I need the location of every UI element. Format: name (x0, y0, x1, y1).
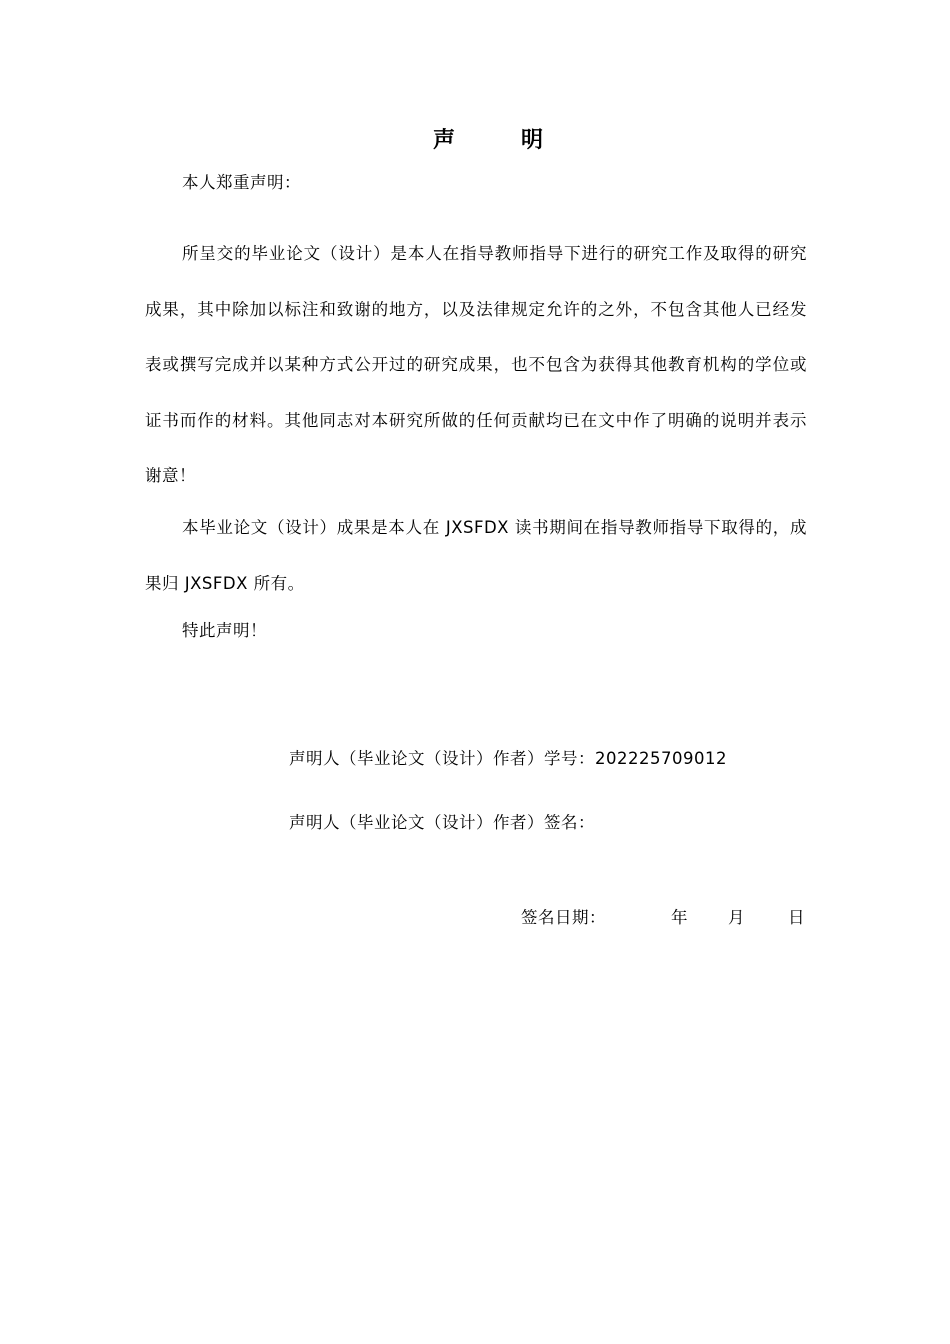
signature-name-line: 声明人（毕业论文（设计）作者）签名： (289, 813, 595, 832)
day-label: 日 (788, 908, 805, 927)
page-title (0, 124, 950, 156)
date-label: 签名日期： (521, 908, 606, 927)
student-id-line: 声明人（毕业论文（设计）作者）学号：202225709012 (289, 749, 727, 768)
salutation: 本人郑重声明： (182, 173, 301, 192)
signature-date-line (521, 903, 805, 933)
year-label: 年 (671, 908, 688, 927)
declaration-paragraph-2: 本毕业论文（设计）成果是本人在 JXSFDX 读书期间在指导教师指导下取得的，成果归 JXSFDX 所有。 (145, 518, 807, 593)
title-char-1: 声 (432, 127, 455, 153)
declaration-paragraph-1: 所呈交的毕业论文（设计）是本人在指导教师指导下进行的研究工作及取得的研究成果，其中除加以标注和致谢的地方，以及法律规定允许的之外，不包含其他人已经发表或撰写完成并以某种方式公开过的研究成果，也不包含为获得其他教育机构的学位或证书而作的材料。其他同志对本研究所做的任何贡献均已在文中作了明确的说明并表示谢意！ (145, 244, 807, 485)
closing-statement: 特此声明！ (182, 621, 267, 640)
title-char-2: 明 (521, 127, 544, 153)
month-label: 月 (728, 908, 745, 927)
